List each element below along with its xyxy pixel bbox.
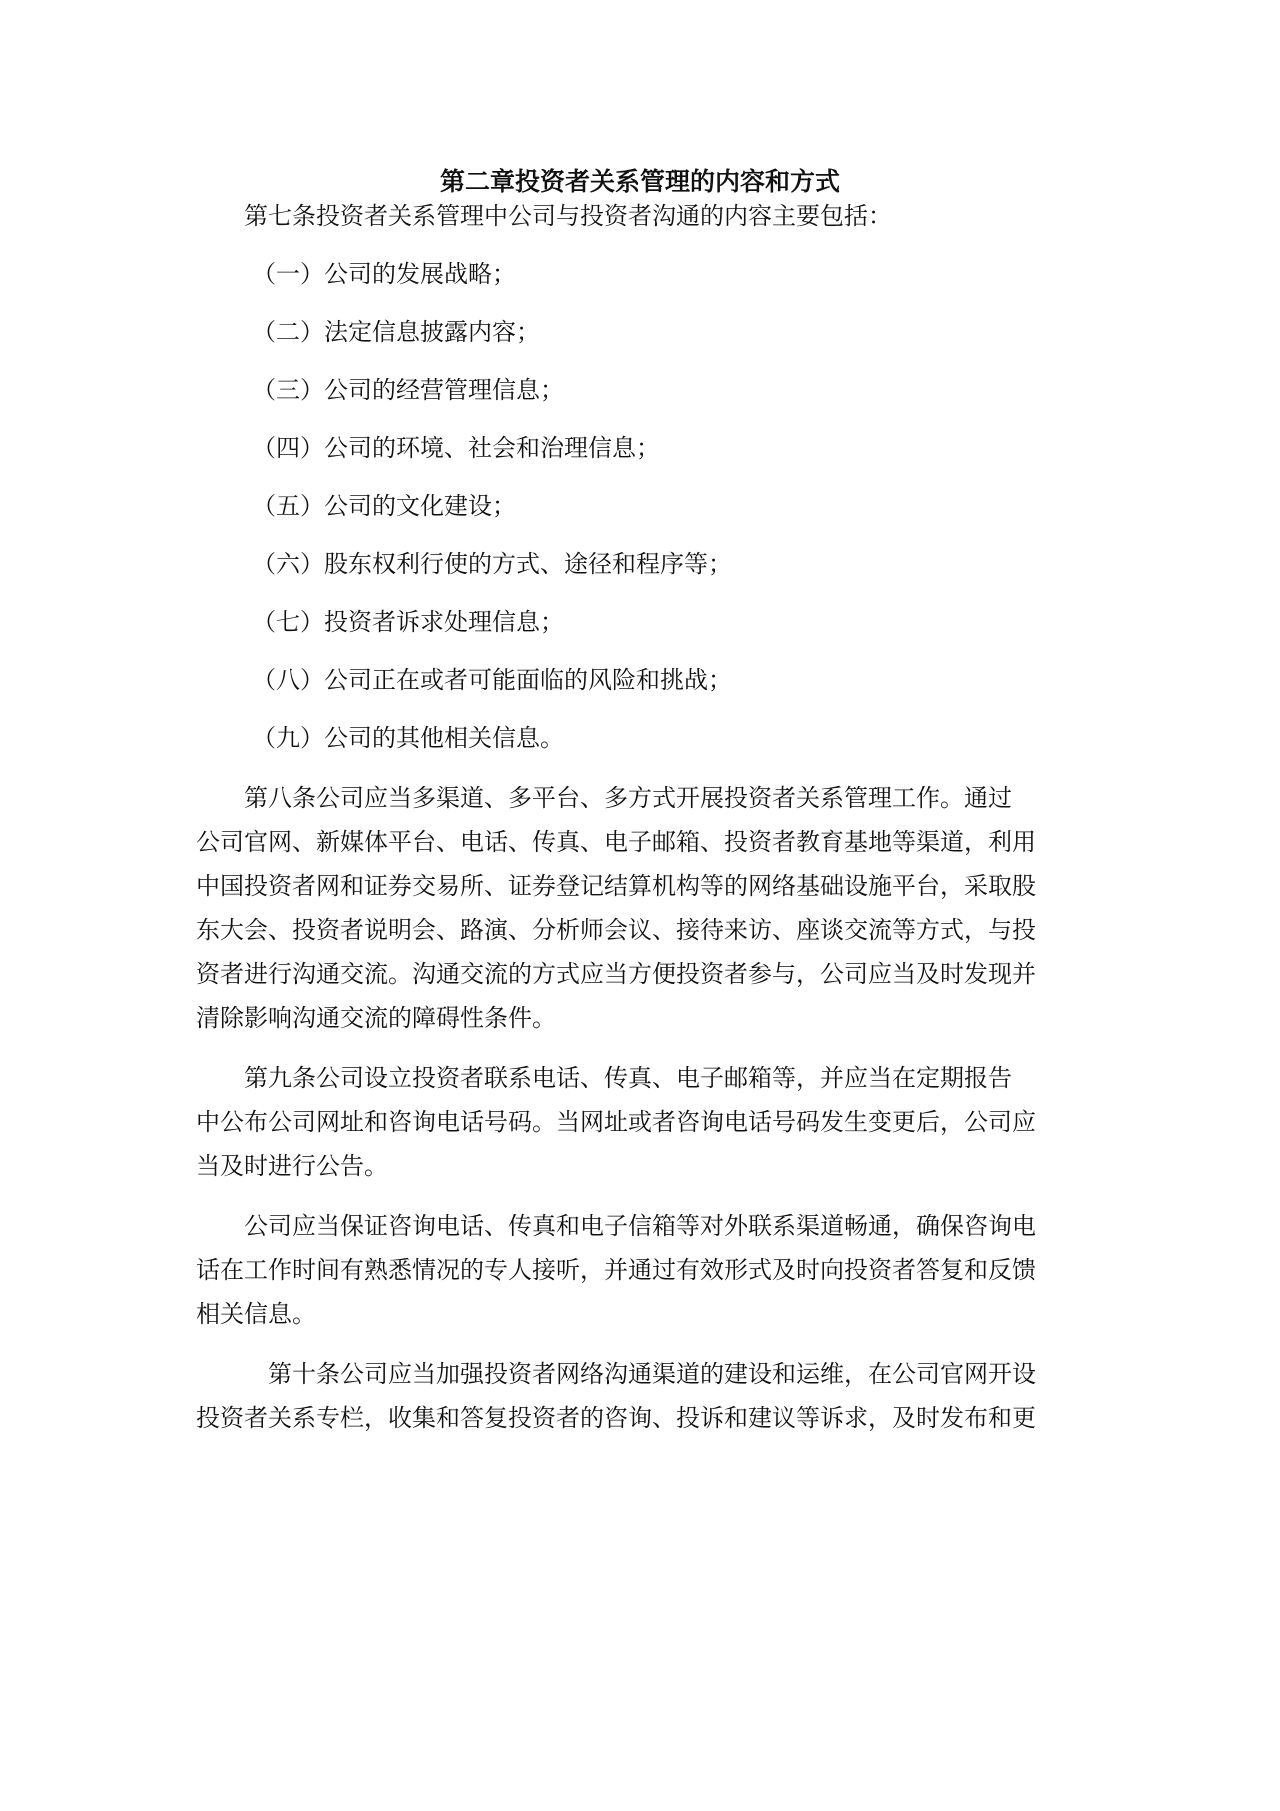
list-item: （三）公司的经营管理信息； bbox=[252, 376, 564, 404]
paragraph-line: 东大会、投资者说明会、路演、分析师会议、接待来访、座谈交流等方式，与投 bbox=[196, 916, 1036, 944]
paragraph-line: 第九条公司设立投资者联系电话、传真、电子邮箱等，并应当在定期报告 bbox=[244, 1064, 1012, 1092]
list-item: （五）公司的文化建设； bbox=[252, 492, 516, 520]
list-item: （二）法定信息披露内容； bbox=[252, 318, 540, 346]
list-item: （一）公司的发展战略； bbox=[252, 260, 516, 288]
paragraph-line: 公司官网、新媒体平台、电话、传真、电子邮箱、投资者教育基地等渠道，利用 bbox=[196, 828, 1036, 856]
paragraph-line: 当及时进行公告。 bbox=[196, 1152, 388, 1180]
list-item: （四）公司的环境、社会和治理信息； bbox=[252, 434, 660, 462]
paragraph-line: 话在工作时间有熟悉情况的专人接听，并通过有效形式及时向投资者答复和反馈 bbox=[196, 1256, 1036, 1284]
chapter-title: 第二章投资者关系管理的内容和方式 bbox=[439, 167, 840, 196]
list-item: （六）股东权利行使的方式、途径和程序等； bbox=[252, 550, 732, 578]
paragraph-line: 清除影响沟通交流的障碍性条件。 bbox=[196, 1004, 556, 1032]
paragraph-line: 相关信息。 bbox=[196, 1300, 316, 1328]
paragraph-line: 第八条公司应当多渠道、多平台、多方式开展投资者关系管理工作。通过 bbox=[244, 784, 1012, 812]
paragraph-line: 中国投资者网和证券交易所、证券登记结算机构等的网络基础设施平台，采取股 bbox=[196, 872, 1036, 900]
paragraph-line: 中公布公司网址和咨询电话号码。当网址或者咨询电话号码发生变更后，公司应 bbox=[196, 1108, 1036, 1136]
list-item: （九）公司的其他相关信息。 bbox=[252, 724, 564, 752]
paragraph-line: 投资者关系专栏，收集和答复投资者的咨询、投诉和建议等诉求，及时发布和更 bbox=[196, 1404, 1036, 1432]
article-7-intro: 第七条投资者关系管理中公司与投资者沟通的内容主要包括： bbox=[244, 202, 892, 230]
list-item: （八）公司正在或者可能面临的风险和挑战； bbox=[252, 666, 732, 694]
paragraph-line: 公司应当保证咨询电话、传真和电子信箱等对外联系渠道畅通，确保咨询电 bbox=[244, 1212, 1036, 1240]
paragraph-line: 资者进行沟通交流。沟通交流的方式应当方便投资者参与，公司应当及时发现并 bbox=[196, 960, 1036, 988]
paragraph-line: 第十条公司应当加强投资者网络沟通渠道的建设和运维，在公司官网开设 bbox=[268, 1360, 1036, 1388]
list-item: （七）投资者诉求处理信息； bbox=[252, 608, 564, 636]
